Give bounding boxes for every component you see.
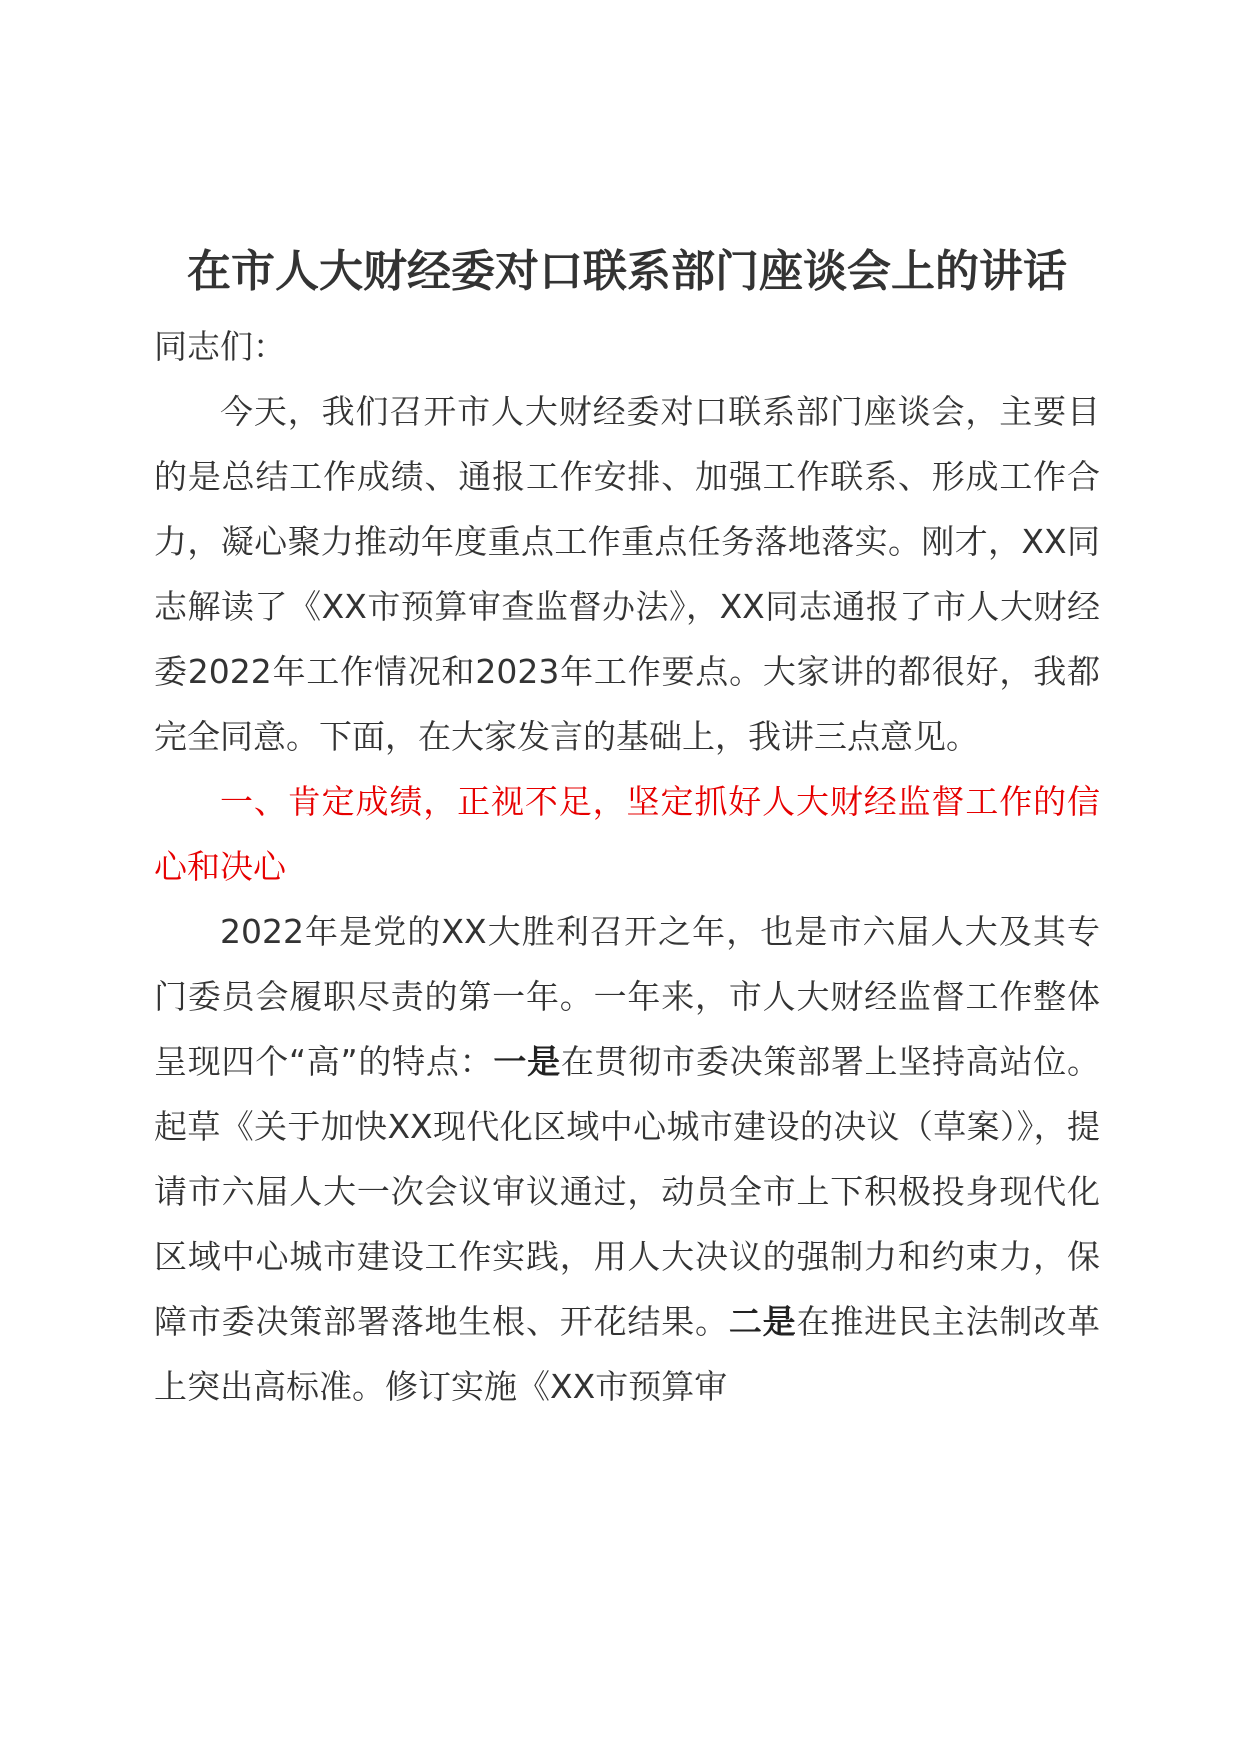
section-heading-1: 一、肯定成绩，正视不足，坚定抓好人大财经监督工作的信心和决心 <box>154 782 1100 886</box>
section-1-paragraph <box>154 899 1100 1419</box>
section-1-text-b: 在贯彻市委决策部署上坚持高站位。起草《关于加快XX现代化区域中心城市建设的决议（草案）》，提请市六届人大一次会议审议通过，动员全市上下积极投身现代化区域中心城市建设工作实践，用人大决议的强制力和约束力，保障市委决策部署落地生根、开花结果。 <box>154 1042 1101 1341</box>
intro-paragraph: 今天，我们召开市人大财经委对口联系部门座谈会，主要目的是总结工作成绩、通报工作安排、加强工作联系、形成工作合力，凝心聚力推动年度重点工作重点任务落地落实。刚才，XX同志解读了《XX市预算审查监督办法》，XX同志通报了市人大财经委2022年工作情况和2023年工作要点。大家讲的都很好，我都完全同意。下面，在大家发言的基础上，我讲三点意见。 <box>154 392 1100 756</box>
section-1-text-a: 2022年是党的XX大胜利召开之年，也是市六届人大及其专门委员会履职尽责的第一年。一年来，市人大财经监督工作整体呈现四个“高”的特点： <box>154 912 1100 1081</box>
document-title: 在市人大财经委对口联系部门座谈会上的讲话 <box>187 246 1067 297</box>
bold-marker-second: 二是 <box>728 1302 797 1341</box>
bold-marker-first: 一是 <box>493 1042 561 1081</box>
salutation: 同志们： <box>154 327 286 366</box>
section-1-text-c: 在推进民主法制改革上突出高标准。修订实施《XX市预算审 <box>154 1302 1101 1406</box>
